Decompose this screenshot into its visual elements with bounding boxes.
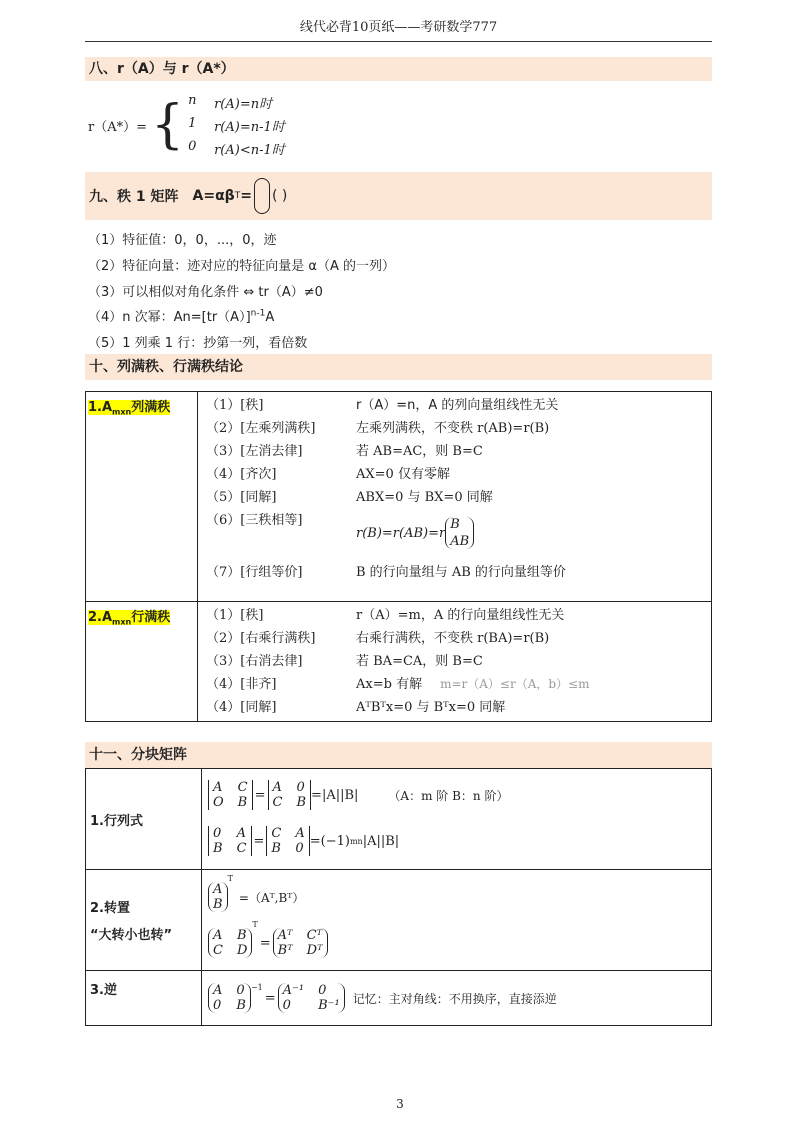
row-full-rank-label-cell	[86, 602, 198, 722]
three-rank-formula: r(B)=r(AB)=r	[356, 525, 446, 541]
rank1-formula: A=αβ	[192, 188, 235, 204]
rank1-eq: =	[240, 188, 252, 204]
table-row: （6）[三秩相等] r(B)=r(AB)=r B AB	[206, 509, 703, 557]
table-row: （1）[秩] r（A）=n，A 的列向量组线性无关	[206, 398, 559, 413]
table-row: （2）[左乘列满秩] 左乘列满秩，不变秩 r(AB)=r(B)	[206, 421, 550, 436]
rank1-item: （5）1 列乘 1 行：抄第一列，看倍数	[88, 336, 308, 351]
table-row: （4）[非齐] Ax=b 有解 m=r（A）≤r（A，b）≤m	[206, 677, 590, 692]
col-full-rank-label: $1.A_{mxn}$列满秩	[88, 400, 171, 417]
case-val: n	[188, 92, 197, 108]
case-cond: r(A)<n-1时	[214, 142, 285, 158]
rank1-item: （1）特征值：0，0，...，0，迹	[88, 233, 277, 248]
inverse-formula: A 0 0 B $^{-1}$ = A⁻¹ 0 0 B⁻¹ 记忆：主对角线：不用换序，直接添逆	[208, 983, 705, 1013]
case-cond: r(A)=n-1时	[214, 119, 285, 135]
transpose-formula-2: A B C D $^T$ = Aᵀ Cᵀ Bᵀ Dᵀ	[208, 920, 705, 966]
transpose-label: 2.转置	[90, 901, 130, 916]
det-label: 1.行列式	[86, 769, 202, 870]
transpose-sup: T	[234, 191, 241, 201]
inverse-content	[202, 971, 712, 1026]
table-row: （3）[右消去律] 若 BA=CA，则 B=C	[206, 654, 483, 669]
full-rank-table	[85, 391, 712, 722]
block-matrix-table	[85, 768, 712, 1026]
column-paren-icon	[254, 178, 270, 214]
table-row: （3）[左消去律] 若 AB=AC，则 B=C	[206, 444, 483, 459]
table-row: （2）[右乘行满秩] 右乘行满秩，不变秩 r(BA)=r(B)	[206, 631, 550, 646]
section-9-title: 九、秩 1 矩阵	[89, 189, 179, 205]
section-9-title-bar	[85, 172, 712, 220]
inverse-note: 记忆：主对角线：不用换序，直接添逆	[352, 991, 557, 1006]
rank1-item: （4）n 次幂：An=[tr（A）]	[88, 310, 251, 325]
det-note: （A：m 阶 B：n 阶）	[388, 788, 509, 803]
rank-inequality-note: m=r（A）≤r（A，b）≤m	[440, 677, 590, 691]
col-full-rank-content	[198, 392, 712, 602]
transpose-mnemonic: “大转小也转”	[90, 928, 173, 943]
row-full-rank-label: $2.A_{mxn}$行满秩	[88, 610, 171, 627]
transpose-label-cell	[86, 870, 202, 971]
det-content	[202, 769, 712, 870]
section-11-title: 十一、分块矩阵	[85, 742, 712, 768]
table-row: （4）[同解] AᵀBᵀx=0 与 Bᵀx=0 同解	[206, 700, 506, 715]
power-tail: A	[265, 310, 275, 325]
table-row: （1）[秩] r（A）=m，A 的行向量组线性无关	[206, 608, 565, 623]
table-row: （7）[行组等价] B 的行向量组与 AB 的行向量组等价	[206, 565, 566, 580]
power-sup: n-1	[250, 308, 266, 319]
page-number: 3	[396, 1097, 404, 1111]
stacked-matrix: B AB	[445, 517, 474, 549]
rank1-item-power	[88, 306, 274, 325]
page-header: 线代必背10页纸——考研数学777	[85, 16, 712, 42]
det-formula-1: A C O B = A 0 C B =|A||B| （A：m 阶 B：n 阶）	[208, 773, 705, 817]
rank-adjugate-lhs: r（A*）=	[88, 119, 147, 135]
inverse-label: 3.逆	[86, 971, 202, 1026]
section-8-title: 八、r（A）与 r（A*）	[85, 57, 712, 81]
transpose-formula-1: A B $^T$ =（Aᵀ,Bᵀ）	[208, 874, 705, 920]
row-full-rank-content	[198, 602, 712, 722]
transpose-content	[202, 870, 712, 971]
case-val: 0	[188, 138, 197, 154]
table-row: （5）[同解] ABX=0 与 BX=0 同解	[206, 490, 493, 505]
table-row: （4）[齐次] AX=0 仅有零解	[206, 467, 450, 482]
section-10-title: 十、列满秩、行满秩结论	[85, 354, 712, 380]
rank1-item: （2）特征向量：迹对应的特征向量是 α（A 的一列）	[88, 259, 395, 274]
det-formula-2: 0 A B C = C A B 0 =(−1) mn |A||B|	[208, 817, 705, 865]
case-cond: r(A)=n时	[214, 96, 273, 112]
case-val: 1	[188, 115, 197, 131]
brace-icon: {	[151, 95, 185, 155]
rank1-item: （3）可以相似对角化条件 ⇔ tr（A）≠0	[88, 285, 323, 300]
row-paren: ( )	[271, 188, 288, 204]
col-full-rank-label-cell	[86, 392, 198, 602]
rank-adjugate-formula	[88, 92, 285, 158]
